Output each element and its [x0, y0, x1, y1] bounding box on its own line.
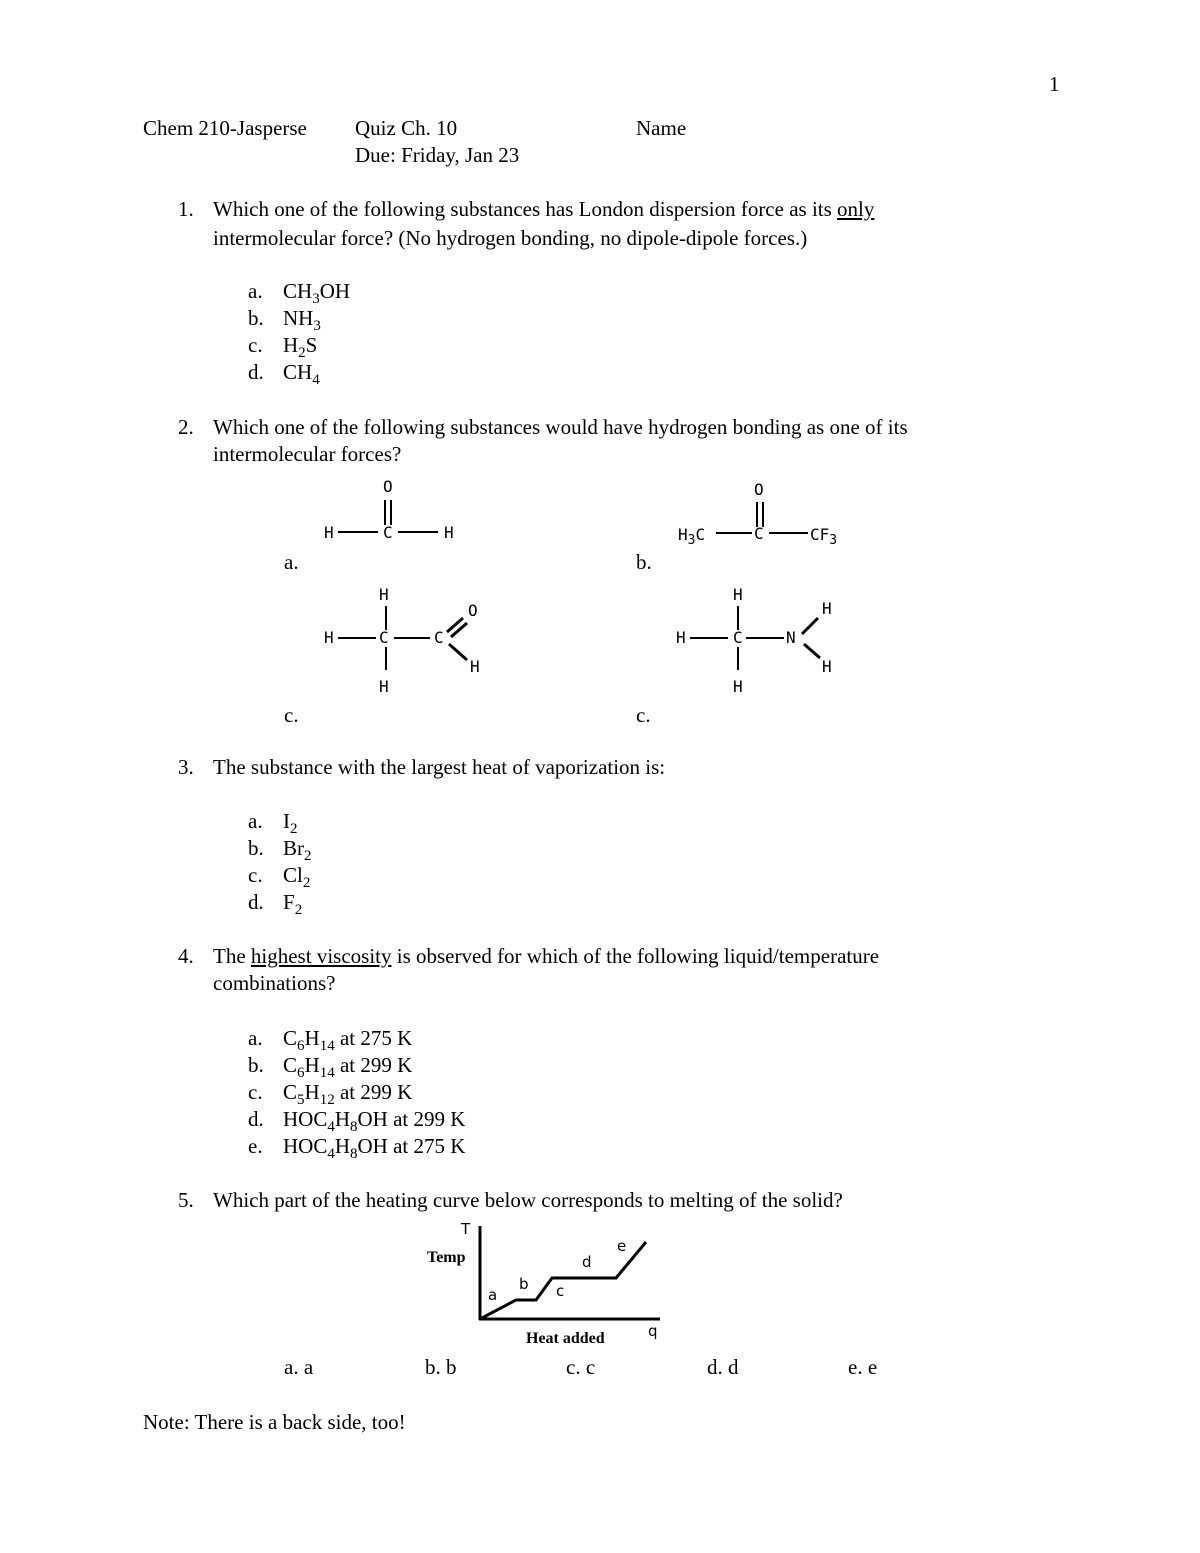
atom-h-right: H — [444, 523, 454, 542]
q4-option-d: $HOC_4H_8OH$ at 299 K — [283, 1107, 466, 1136]
q3-option-a-letter: a. — [248, 809, 263, 833]
atom-h-c2: H — [470, 657, 480, 676]
course-title: Chem 210-Jasperse — [143, 116, 307, 140]
heating-curve-graph — [420, 1218, 670, 1350]
segment-c-label: c — [556, 1282, 565, 1300]
q1-option-c: $H_2S$ — [283, 333, 318, 362]
q5-answer-d: d. d — [707, 1355, 739, 1379]
q4-option-b-letter: b. — [248, 1053, 264, 1077]
q2-label-b: b. — [636, 550, 652, 574]
q1-option-c-letter: c. — [248, 333, 263, 357]
atom-o: O — [383, 477, 393, 496]
q2-number: 2. — [178, 415, 194, 439]
q4-option-e: $HOC_4H_8OH$ at 275 K — [283, 1134, 466, 1163]
q1-option-b-letter: b. — [248, 306, 264, 330]
atom-h-left: H — [324, 523, 334, 542]
atom-h-n2: H — [822, 657, 832, 676]
group-h3c: $H_3C$ — [678, 525, 706, 548]
atom-h-top: H — [733, 585, 743, 604]
q1-underlined-word: only — [837, 197, 875, 221]
q4-text-line1: The highest viscosity is observed for which of the following liquid/temperature — [213, 944, 880, 968]
structure-a-formaldehyde — [310, 475, 470, 550]
bond-n-h2 — [804, 644, 820, 658]
q5-text: Which part of the heating curve below corresponds to melting of the solid? — [213, 1188, 843, 1212]
q1-option-a: $CH_3OH$ — [283, 279, 351, 308]
y-axis-symbol: T — [461, 1220, 471, 1238]
q4-option-c: $C_5H_{12}$ at 299 K — [283, 1080, 413, 1109]
q1-number: 1. — [178, 197, 194, 221]
q3-option-c-letter: c. — [248, 863, 263, 887]
q2-label-a: a. — [284, 550, 299, 574]
q5-answer-a: a. a — [284, 1355, 314, 1379]
atom-h-left: H — [324, 628, 334, 647]
q3-option-a: $I_2$ — [283, 809, 298, 838]
q3-option-d: $F_2$ — [283, 890, 303, 919]
segment-a-label: a — [488, 1286, 498, 1304]
q1-option-b: $NH_3$ — [283, 306, 321, 335]
x-axis-label: Heat added — [526, 1330, 605, 1347]
q5-answer-c: c. c — [566, 1355, 596, 1379]
q4-underlined-phrase: highest viscosity — [250, 944, 392, 968]
q1-text-line1: Which one of the following substances has London dispersion force as its only — [213, 197, 875, 221]
q1-option-d-letter: d. — [248, 360, 264, 384]
q2-label-d: c. — [636, 703, 651, 727]
atom-c2: C — [434, 628, 444, 647]
bond-c2-h — [449, 644, 467, 660]
atom-c1: C — [379, 628, 389, 647]
q4-option-d-letter: d. — [248, 1107, 264, 1131]
q2-text-line1: Which one of the following substances would have hydrogen bonding as one of its — [213, 415, 908, 439]
atom-o: O — [754, 480, 764, 499]
atom-h-bottom: H — [379, 677, 389, 696]
structure-c-acetaldehyde — [310, 580, 500, 698]
q5-number: 5. — [178, 1188, 194, 1212]
bond-n-h1 — [802, 618, 818, 634]
q5-answer-b: b. b — [425, 1355, 457, 1379]
quiz-title: Quiz Ch. 10 — [355, 116, 458, 140]
q4-number: 4. — [178, 944, 194, 968]
group-cf3: $CF_3$ — [810, 525, 838, 548]
name-label: Name — [636, 116, 687, 140]
q1-option-a-letter: a. — [248, 279, 263, 303]
q3-option-b-letter: b. — [248, 836, 264, 860]
atom-o: O — [468, 601, 478, 620]
atom-n: N — [786, 628, 796, 647]
atom-c: C — [383, 523, 393, 542]
atom-c: C — [754, 524, 764, 543]
atom-h-top: H — [379, 585, 389, 604]
q4-option-a: $C_6H_{14}$ at 275 K — [283, 1026, 413, 1055]
segment-d-label: d — [582, 1253, 592, 1271]
q4-option-b: $C_6H_{14}$ at 299 K — [283, 1053, 413, 1082]
q5-answer-e: e. e — [848, 1355, 878, 1379]
q1-option-d: $CH_4$ — [283, 360, 320, 389]
segment-e-label: e — [617, 1237, 627, 1255]
page-number: 1 — [1049, 72, 1060, 96]
q4-text-line2: combinations? — [213, 971, 336, 995]
q3-number: 3. — [178, 755, 194, 779]
back-side-note: Note: There is a back side, too! — [143, 1410, 406, 1434]
structure-b-trifluoroacetone — [670, 475, 860, 550]
q1-text-line2: intermolecular force? (No hydrogen bonding, no dipole-dipole forces.) — [213, 226, 808, 250]
q4-option-a-letter: a. — [248, 1026, 263, 1050]
atom-c: C — [733, 628, 743, 647]
q2-text-line2: intermolecular forces? — [213, 442, 402, 466]
q3-option-c: $Cl_2$ — [283, 863, 311, 892]
x-axis-symbol: q — [648, 1322, 658, 1340]
atom-h-n1: H — [822, 599, 832, 618]
q4-option-c-letter: c. — [248, 1080, 263, 1104]
q3-option-b: $Br_2$ — [283, 836, 312, 865]
atom-h-left: H — [676, 628, 686, 647]
q3-text: The substance with the largest heat of vaporization is: — [213, 755, 666, 779]
y-axis-label: Temp — [427, 1249, 466, 1266]
q4-option-e-letter: e. — [248, 1134, 263, 1158]
q3-option-d-letter: d. — [248, 890, 264, 914]
q2-label-c: c. — [284, 703, 299, 727]
atom-h-bottom: H — [733, 677, 743, 696]
structure-d-methylamine — [670, 580, 860, 698]
segment-b-label: b — [519, 1275, 529, 1293]
due-date: Due: Friday, Jan 23 — [355, 143, 520, 167]
